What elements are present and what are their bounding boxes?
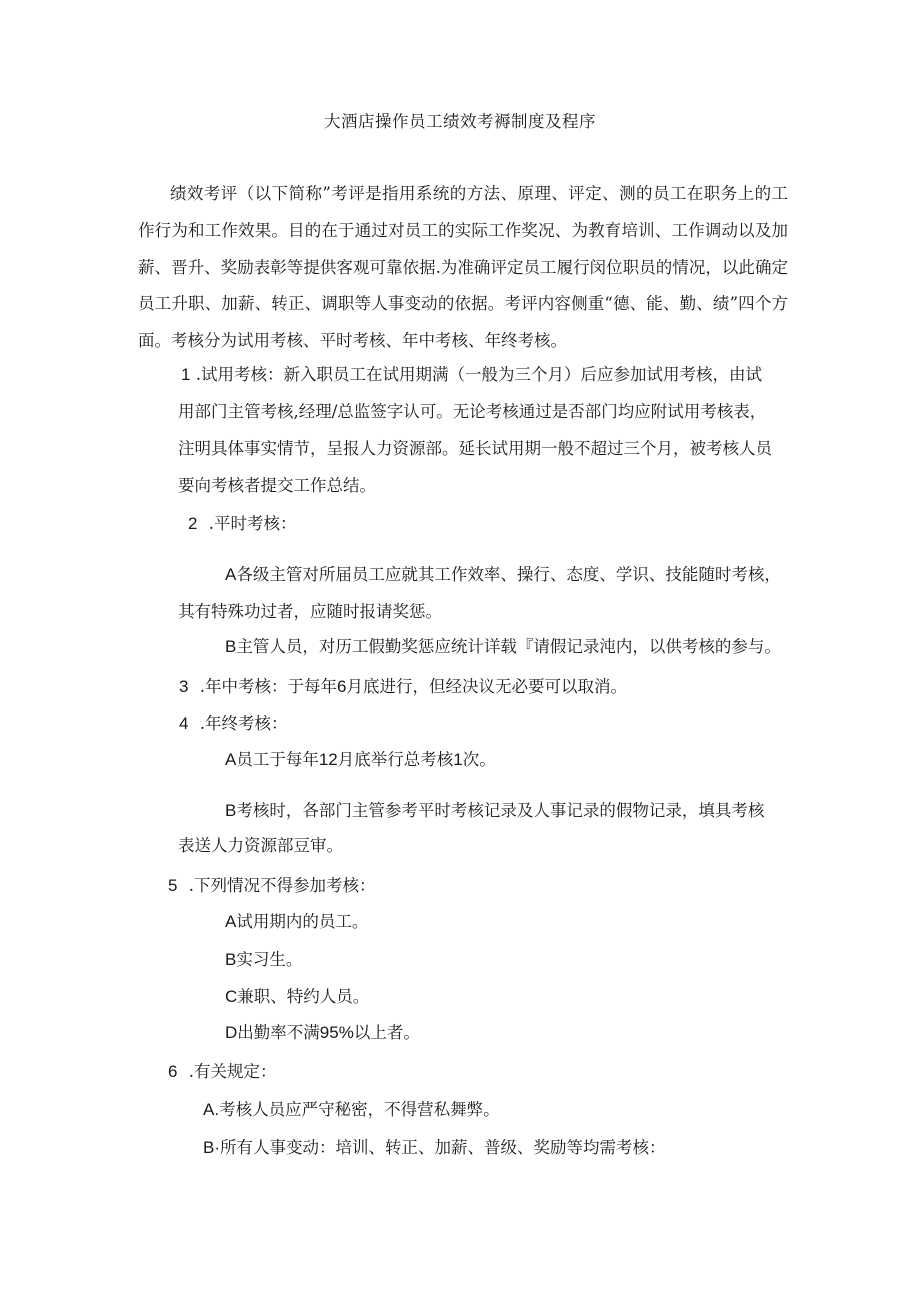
section-2-item-a-text: 各级主管对所届员工应就其工作效率、操行、态度、学识、技能随时考核， <box>236 565 781 584</box>
section-2-item-a-marker: A <box>225 565 237 584</box>
section-5-item-d-percent: 95% <box>319 1023 354 1042</box>
section-5-heading <box>168 872 375 896</box>
section-6-item-b-marker: B· <box>203 1138 220 1157</box>
section-5-item-c-text: 兼职、特约人员。 <box>237 987 370 1006</box>
section-4-item-b-cont: 表送人力资源部豆审。 <box>178 836 343 855</box>
section-5-item-a-text: 试用期内的员工。 <box>236 912 369 931</box>
section-6-item-a-text: 考核人员应严守秘密，不得营私舞弊。 <box>219 1100 500 1119</box>
section-5-title: .下列情况不得参加考核： <box>188 876 376 895</box>
section-4-heading <box>179 710 287 734</box>
section-5-item-d-tail: 以上者。 <box>353 1023 420 1042</box>
section-5-item-b <box>225 946 302 970</box>
section-4-item-a <box>225 746 496 770</box>
section-2-title: .平时考核： <box>208 514 297 533</box>
section-4-item-a-mid: 月底举行总考核 <box>337 750 454 769</box>
section-4-item-a-pre: 员工于每年 <box>236 750 319 769</box>
section-6-item-a-marker: A. <box>203 1100 220 1119</box>
document-title: 大酒店操作员工绩效考褥制度及程序 <box>324 112 596 131</box>
section-2-item-b-text: 主管人员，对历工假勤奖惩应统计详载『请假记录沌内，以供考核的参与。 <box>236 637 781 656</box>
section-1-heading-line <box>181 361 762 385</box>
section-2-item-a-cont: 其有特殊功过者，应随时报请奖惩。 <box>178 602 442 621</box>
section-2-item-b-marker: B <box>225 637 237 656</box>
section-4-item-b <box>225 797 764 821</box>
section-1-number: 1 <box>181 365 191 384</box>
section-5-item-c <box>225 983 369 1007</box>
section-6-item-b-text: 所有人事变动：培训、转正、加薪、普级、奖励等均需考核： <box>220 1138 666 1157</box>
section-5-number: 5 <box>168 876 178 895</box>
section-3-number: 3 <box>179 677 189 696</box>
section-5-item-a <box>225 908 368 932</box>
section-3-tail: 月底进行，但经决议无必要可以取消。 <box>346 677 627 696</box>
section-5-item-b-text: 实习生。 <box>236 950 303 969</box>
section-4-item-b-marker: B <box>225 801 237 820</box>
section-4-item-a-tail: 次。 <box>462 750 496 769</box>
section-3-head: .年中考核：于每年 <box>199 677 337 696</box>
section-5-item-d <box>225 1019 420 1043</box>
section-6-item-b <box>203 1134 666 1158</box>
intro-paragraph: 绩效考评（以下简称”考评是指用系统的方法、原理、评定、测的员工在职务上的工作行为和工作效果。目的在于通过对员工的实际工作奖况、为教育培训、工作调动以及加薪、晋升、奖励表彰等提供客观可靠依据.为准确评定员工履行闵位职员的情况，以此确定员工升职、加薪、转正、调职等人事变动的依据。考评内容侧重“德、能、勤、绩”四个方面。考核分为试用考核、平时考核、年中考核、年终考核。 <box>138 184 788 351</box>
section-5-item-c-marker: C <box>225 987 238 1006</box>
section-3 <box>179 673 627 697</box>
section-2-heading <box>188 510 296 534</box>
section-4-item-a-marker: A <box>225 750 237 769</box>
section-4-title: .年终考核： <box>199 714 288 733</box>
section-2-number: 2 <box>188 514 198 533</box>
section-3-month: 6 <box>336 677 347 696</box>
section-2-item-b <box>225 633 781 657</box>
section-5-item-b-marker: B <box>225 950 237 969</box>
section-1-line-4: 要向考核者提交工作总结。 <box>178 476 376 495</box>
section-4-item-a-month: 12 <box>318 750 338 769</box>
section-5-item-d-marker: D <box>225 1023 238 1042</box>
section-4-item-b-text: 考核时，各部门主管参考平时考核记录及人事记录的假物记录，填具考核 <box>236 801 765 820</box>
section-6-title: .有关规定： <box>188 1062 277 1081</box>
section-6-item-a <box>203 1096 500 1120</box>
section-6-number: 6 <box>168 1062 178 1081</box>
section-2-item-a <box>225 561 781 585</box>
section-4-item-a-count: 1 <box>453 750 463 769</box>
section-1-line-3: 注明具体事实情节，呈报人力资源部。延长试用期一般不超过三个月，被考核人员 <box>178 439 772 458</box>
section-6-heading <box>168 1058 276 1082</box>
section-5-item-d-pre: 出勤率不满 <box>237 1023 320 1042</box>
section-5-item-a-marker: A <box>225 912 237 931</box>
section-1-line-1: .试用考核：新入职员工在试用期满（一般为三个月）后应参加试用考核，由试 <box>195 365 762 384</box>
section-4-number: 4 <box>179 714 189 733</box>
section-1-line-2: 用部门主管考核,经理/总监签字认可。无论考核通过是否部门均应附试用考核表， <box>178 402 767 421</box>
